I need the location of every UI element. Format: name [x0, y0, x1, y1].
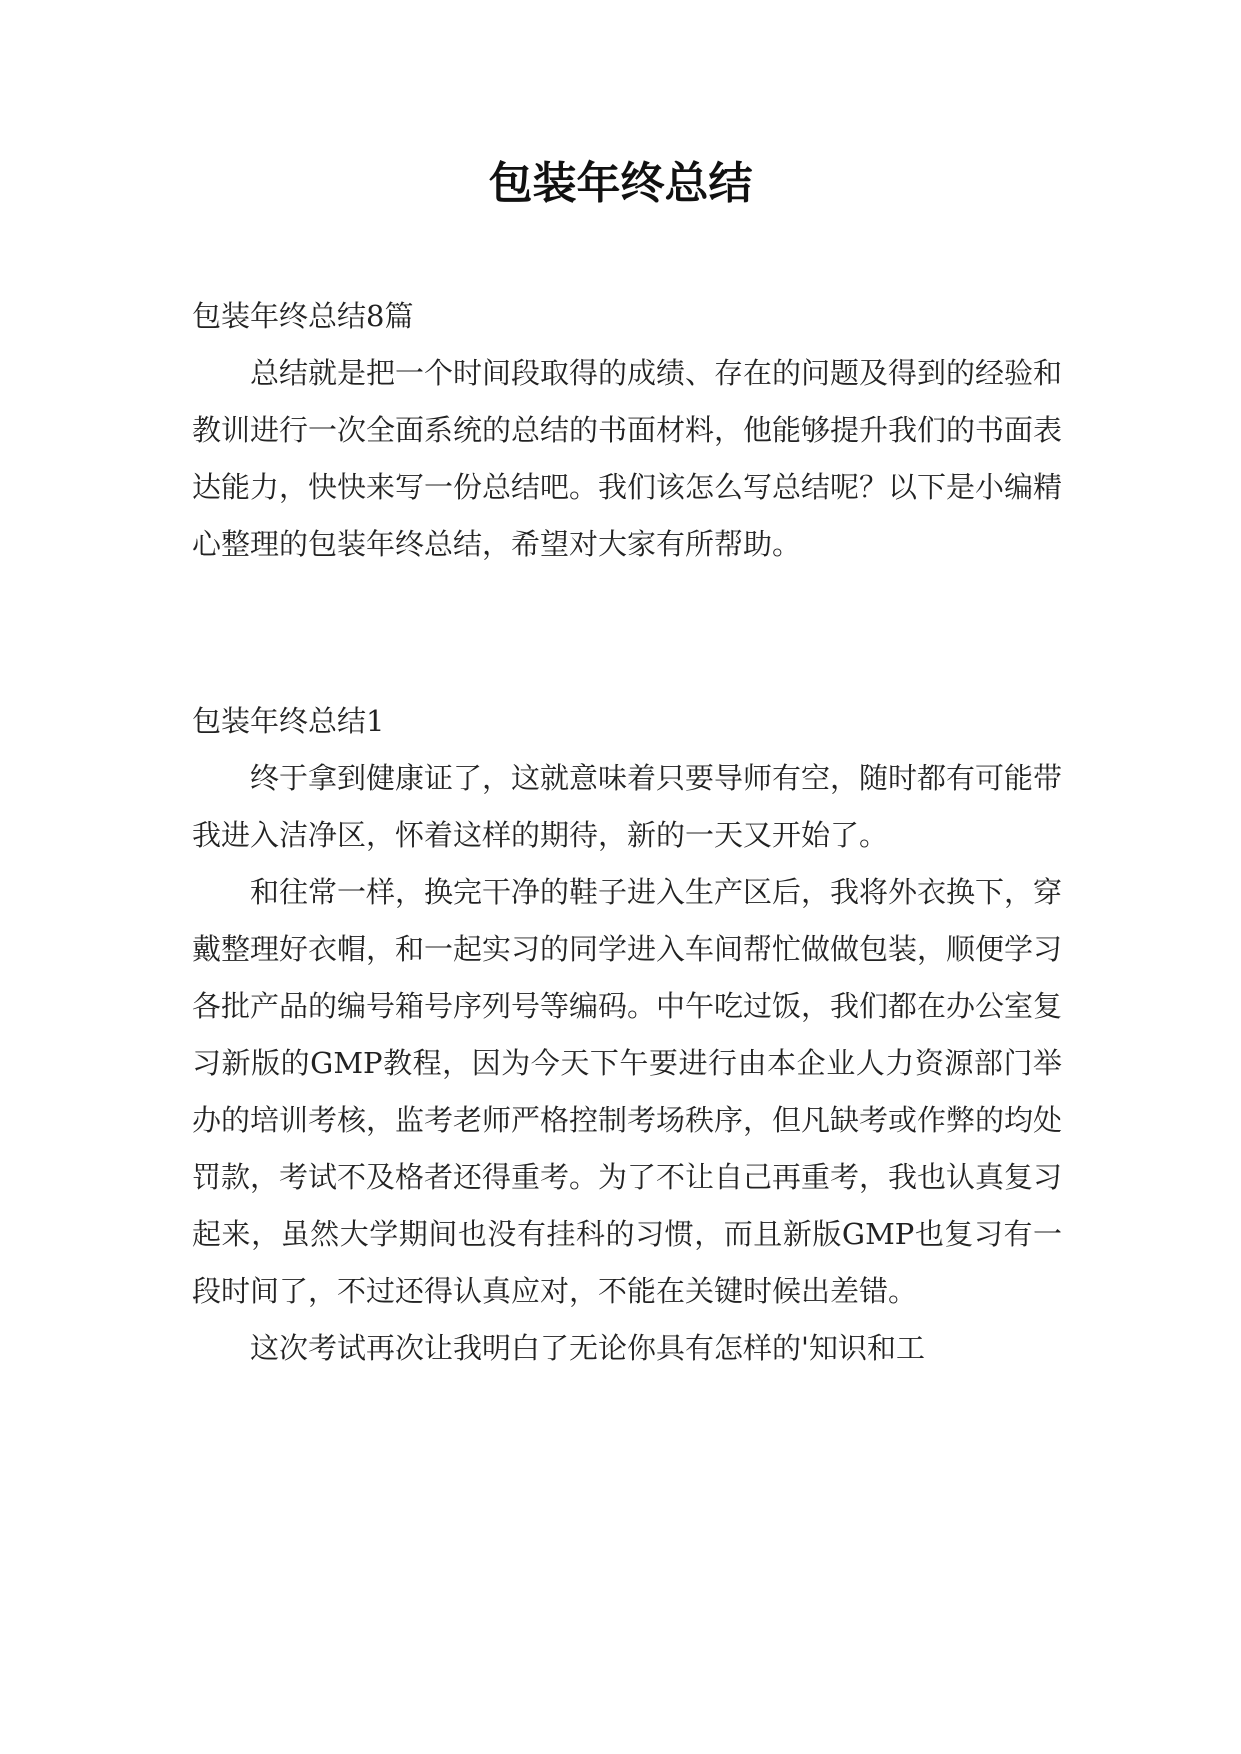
document-subtitle: 包装年终总结8篇: [192, 299, 414, 333]
section-heading: 包装年终总结1: [192, 704, 385, 738]
section-spacer: [192, 573, 1062, 693]
body-paragraph: 和往常一样，换完干净的鞋子进入生产区后，我将外衣换下，穿戴整理好衣帽，和一起实习的同学进入车间帮忙做做包装，顺便学习各批产品的编号箱号序列号等编码。中午吃过饭，我们都在办公室复习新版的GMP教程，因为今天下午要进行由本企业人力资源部门举办的培训考核，监考老师严格控制考场秩序，但凡缺考或作弊的均处罚款，考试不及格者还得重考。为了不让自己再重考，我也认真复习起来，虽然大学期间也没有挂科的习惯，而且新版GMP也复习有一段时间了，不过还得认真应对，不能在关键时候出差错。: [192, 875, 1063, 1308]
intro-paragraph: 总结就是把一个时间段取得的成绩、存在的问题及得到的经验和教训进行一次全面系统的总结的书面材料，他能够提升我们的书面表达能力，快快来写一份总结吧。我们该怎么写总结呢？以下是小编精心整理的包装年终总结，希望对大家有所帮助。: [192, 356, 1063, 561]
body-paragraph: 这次考试再次让我明白了无论你具有怎样的'知识和工: [250, 1331, 925, 1365]
body-paragraph: 终于拿到健康证了，这就意味着只要导师有空，随时都有可能带我进入洁净区，怀着这样的期待，新的一天又开始了。: [192, 761, 1063, 852]
document-title: 包装年终总结: [488, 158, 753, 209]
document-body: [192, 288, 1062, 1377]
